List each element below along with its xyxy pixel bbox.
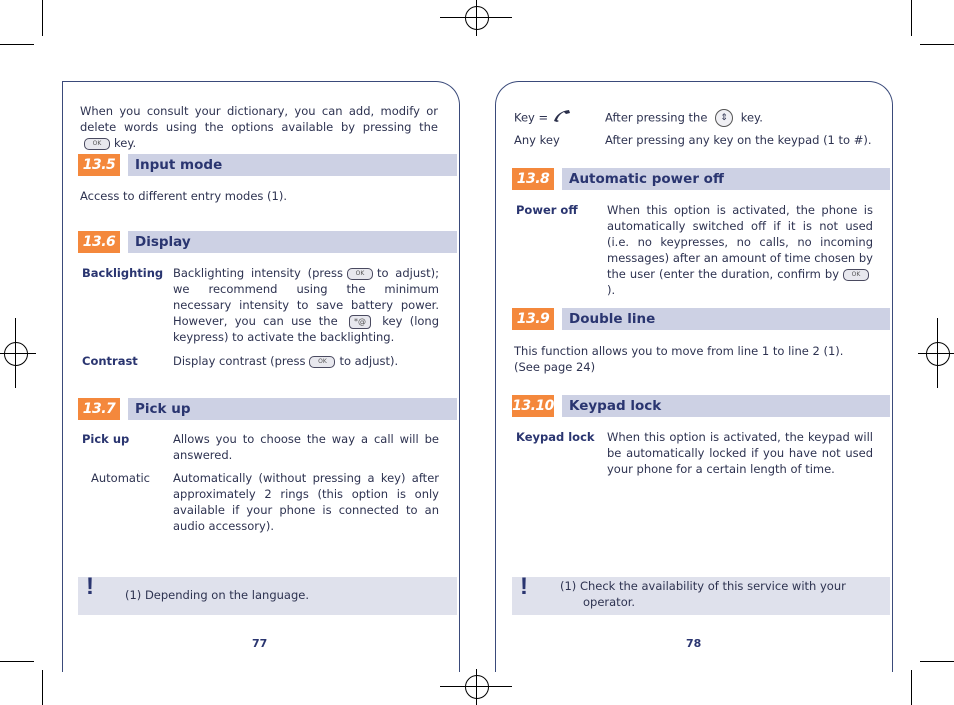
ok-key-icon: OK bbox=[347, 268, 373, 280]
any-key-text: After pressing any key on the keypad (1 to #). bbox=[605, 133, 872, 147]
section-number-13-6: 13.6 bbox=[78, 231, 120, 253]
contrast-text: Display contrast (press OK to adjust). bbox=[173, 354, 399, 368]
backlighting-text: Backlighting intensity (press OK to adjust); we recommend using the minimum necessary intensity to save battery power. However, you can use the *@ key (long keypress) to activate the backlighting. bbox=[173, 266, 440, 344]
phone-handset-icon bbox=[552, 109, 572, 127]
pick-up-term: Pick up bbox=[82, 432, 130, 446]
automatic-term: Automatic bbox=[91, 471, 150, 485]
crop-mark bbox=[42, 670, 43, 705]
keypad-lock-term: Keypad lock bbox=[516, 430, 595, 444]
automatic-text: Automatically (without pressing a key) after approximately 2 rings (this option is only available if your phone is connected to an audio accessory). bbox=[173, 471, 439, 533]
crop-mark bbox=[911, 0, 912, 36]
crop-mark bbox=[0, 44, 34, 45]
pick-up-text: Allows you to choose the way a call will be answered. bbox=[173, 432, 439, 462]
crop-mark bbox=[920, 44, 954, 45]
left-note-text: (1) Depending on the language. bbox=[125, 588, 309, 602]
key-row-text: After pressing the ⇕ key. bbox=[605, 109, 763, 127]
right-note-text-2: operator. bbox=[583, 595, 636, 609]
any-key-term: Any key bbox=[514, 133, 560, 147]
section-number-13-7: 13.7 bbox=[78, 398, 120, 420]
warning-exclamation-icon: ! bbox=[86, 573, 94, 600]
ok-key-icon: OK bbox=[309, 356, 335, 368]
section-title-display: Display bbox=[128, 231, 457, 253]
keypad-lock-text: When this option is activated, the keypad will be automatically locked if you have not used your phone for a certain length of time. bbox=[607, 430, 873, 476]
crop-mark bbox=[911, 670, 912, 705]
section-number-13-5: 13.5 bbox=[78, 154, 120, 176]
section-number-13-8: 13.8 bbox=[512, 168, 554, 190]
star-key-icon: *@ bbox=[349, 315, 371, 329]
intro-paragraph: When you consult your dictionary, you can add, modify or delete words using the options available by pressing theOK key. bbox=[80, 104, 438, 150]
double-line-text-2: (See page 24) bbox=[514, 360, 596, 374]
section-title-input-mode: Input mode bbox=[128, 154, 457, 176]
key-row-term: Key = bbox=[514, 109, 572, 127]
warning-exclamation-icon: ! bbox=[520, 573, 528, 600]
power-off-text: When this option is activated, the phone is automatically switched off if it is not used (i.e. no keypresses, no calls, no incoming messages) after an amount of time chosen by the user (enter the duration, confirm by OK). bbox=[607, 203, 873, 297]
crop-mark bbox=[42, 0, 43, 36]
power-off-term: Power off bbox=[516, 203, 578, 217]
input-mode-text: Access to different entry modes (1). bbox=[80, 189, 287, 203]
double-line-text-1: This function allows you to move from line 1 to line 2 (1). bbox=[514, 344, 844, 358]
page-number-right: 78 bbox=[686, 637, 702, 650]
ok-key-icon: OK bbox=[84, 138, 110, 150]
section-title-automatic-power-off: Automatic power off bbox=[562, 168, 890, 190]
crop-mark bbox=[920, 661, 954, 662]
ok-key-icon: OK bbox=[843, 269, 869, 281]
section-title-pick-up: Pick up bbox=[128, 398, 457, 420]
section-title-keypad-lock: Keypad lock bbox=[562, 395, 890, 417]
page-number-left: 77 bbox=[252, 637, 268, 650]
section-title-double-line: Double line bbox=[562, 308, 890, 330]
section-number-13-9: 13.9 bbox=[512, 308, 554, 330]
backlighting-term: Backlighting bbox=[82, 266, 164, 280]
nav-key-icon: ⇕ bbox=[715, 109, 733, 127]
contrast-term: Contrast bbox=[82, 354, 138, 368]
section-number-13-10: 13.10 bbox=[512, 395, 554, 417]
crop-mark bbox=[0, 661, 34, 662]
right-note-text-1: (1) Check the availability of this service with your bbox=[560, 579, 846, 593]
